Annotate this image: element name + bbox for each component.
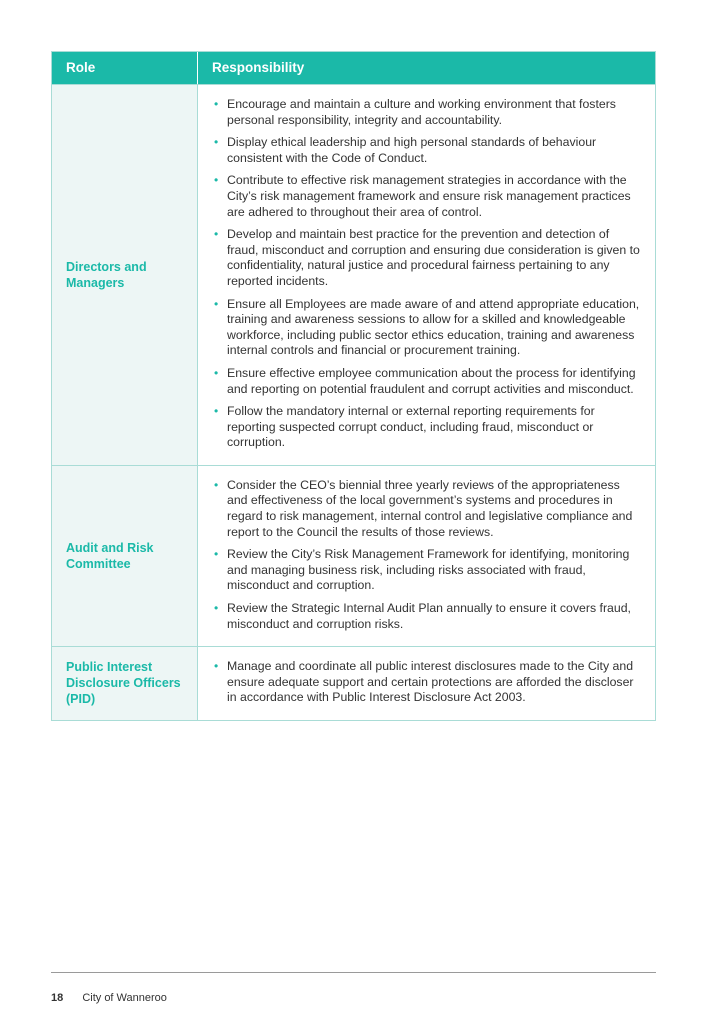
page-footer [51,992,167,1004]
bullet-icon: • [214,659,219,674]
list-item: • Encourage and maintain a culture and working environment that fosters personal responsibility, integrity and accountability. [214,97,616,127]
bullet-icon: • [214,296,219,311]
table-row [52,84,655,465]
list-item: • Contribute to effective risk management strategies in accordance with the City’s risk management framework and ensure risk management practices are adhered to throughout their area of control. [214,173,631,219]
list-item: • Consider the CEO’s biennial three yearly reviews of the appropriateness and effectiveness of the local government’s systems and procedures in regard to risk management, internal control and legislative compliance and report to the Council the results of those reviews. [214,477,633,539]
list-item: • Develop and maintain best practice for the prevention and detection of fraud, misconduct and corruption and ensuring due consideration is given to confidentiality, natural justice and procedural fairness pertaining to any reported incidents. [214,227,640,288]
table-row [52,646,655,720]
footer-divider [51,972,656,973]
bullet-icon: • [214,547,219,562]
list-item: • Display ethical leadership and high personal standards of behaviour consistent with the Code of Conduct. [214,135,597,165]
bullet-icon: • [214,173,219,188]
bullet-icon: • [214,135,219,150]
responsibility-list [212,97,643,451]
responsibility-list [212,659,643,706]
list-item: • Ensure effective employee communication about the process for identifying and reporting on potential fraudulent and corrupt activities and misconduct. [214,365,636,396]
role-cell [52,85,198,465]
role-cell [52,647,198,720]
responsibility-list [212,478,643,632]
responsibility-cell [198,85,655,465]
bullet-icon: • [214,227,219,242]
role-label: Public Interest Disclosure Officers (PID) [66,660,181,707]
bullet-icon: • [214,97,219,111]
list-item: • Manage and coordinate all public interest disclosures made to the City and ensure adequate support and certain protections are afforded the discloser in accordance with Public Interest Disclosure Act 2003. [214,659,634,705]
responsibility-cell [198,647,655,720]
page-number: 18 [51,992,64,1004]
bullet-icon: • [214,477,219,492]
responsibility-table [51,51,656,721]
organization-name: City of Wanneroo [82,992,167,1004]
list-item: • Ensure all Employees are made aware of and attend appropriate education, training and awareness sessions to allow for a skilled and knowledgeable workforce, including public sector ethics education, training and awareness internal controls and financial or procurement training. [214,296,640,358]
list-item: • Follow the mandatory internal or external reporting requirements for reporting suspected corrupt conduct, including fraud, misconduct or corruption. [214,404,595,450]
table-row [52,465,655,646]
responsibility-cell [198,466,655,646]
bullet-icon: • [214,365,219,380]
role-label: Audit and Risk Committee [66,541,154,572]
header-role: Role [52,52,198,84]
bullet-icon: • [214,404,219,419]
list-item: • Review the City’s Risk Management Framework for identifying, monitoring and managing business risk, including risks associated with fraud, misconduct and corruption. [214,547,630,593]
role-cell [52,466,198,646]
header-responsibility: Responsibility [212,60,305,75]
table-header [52,52,655,84]
list-item: • Review the Strategic Internal Audit Plan annually to ensure it covers fraud, misconduct and corruption risks. [214,601,631,631]
bullet-icon: • [214,601,219,616]
role-label: Directors and Managers [66,259,147,290]
